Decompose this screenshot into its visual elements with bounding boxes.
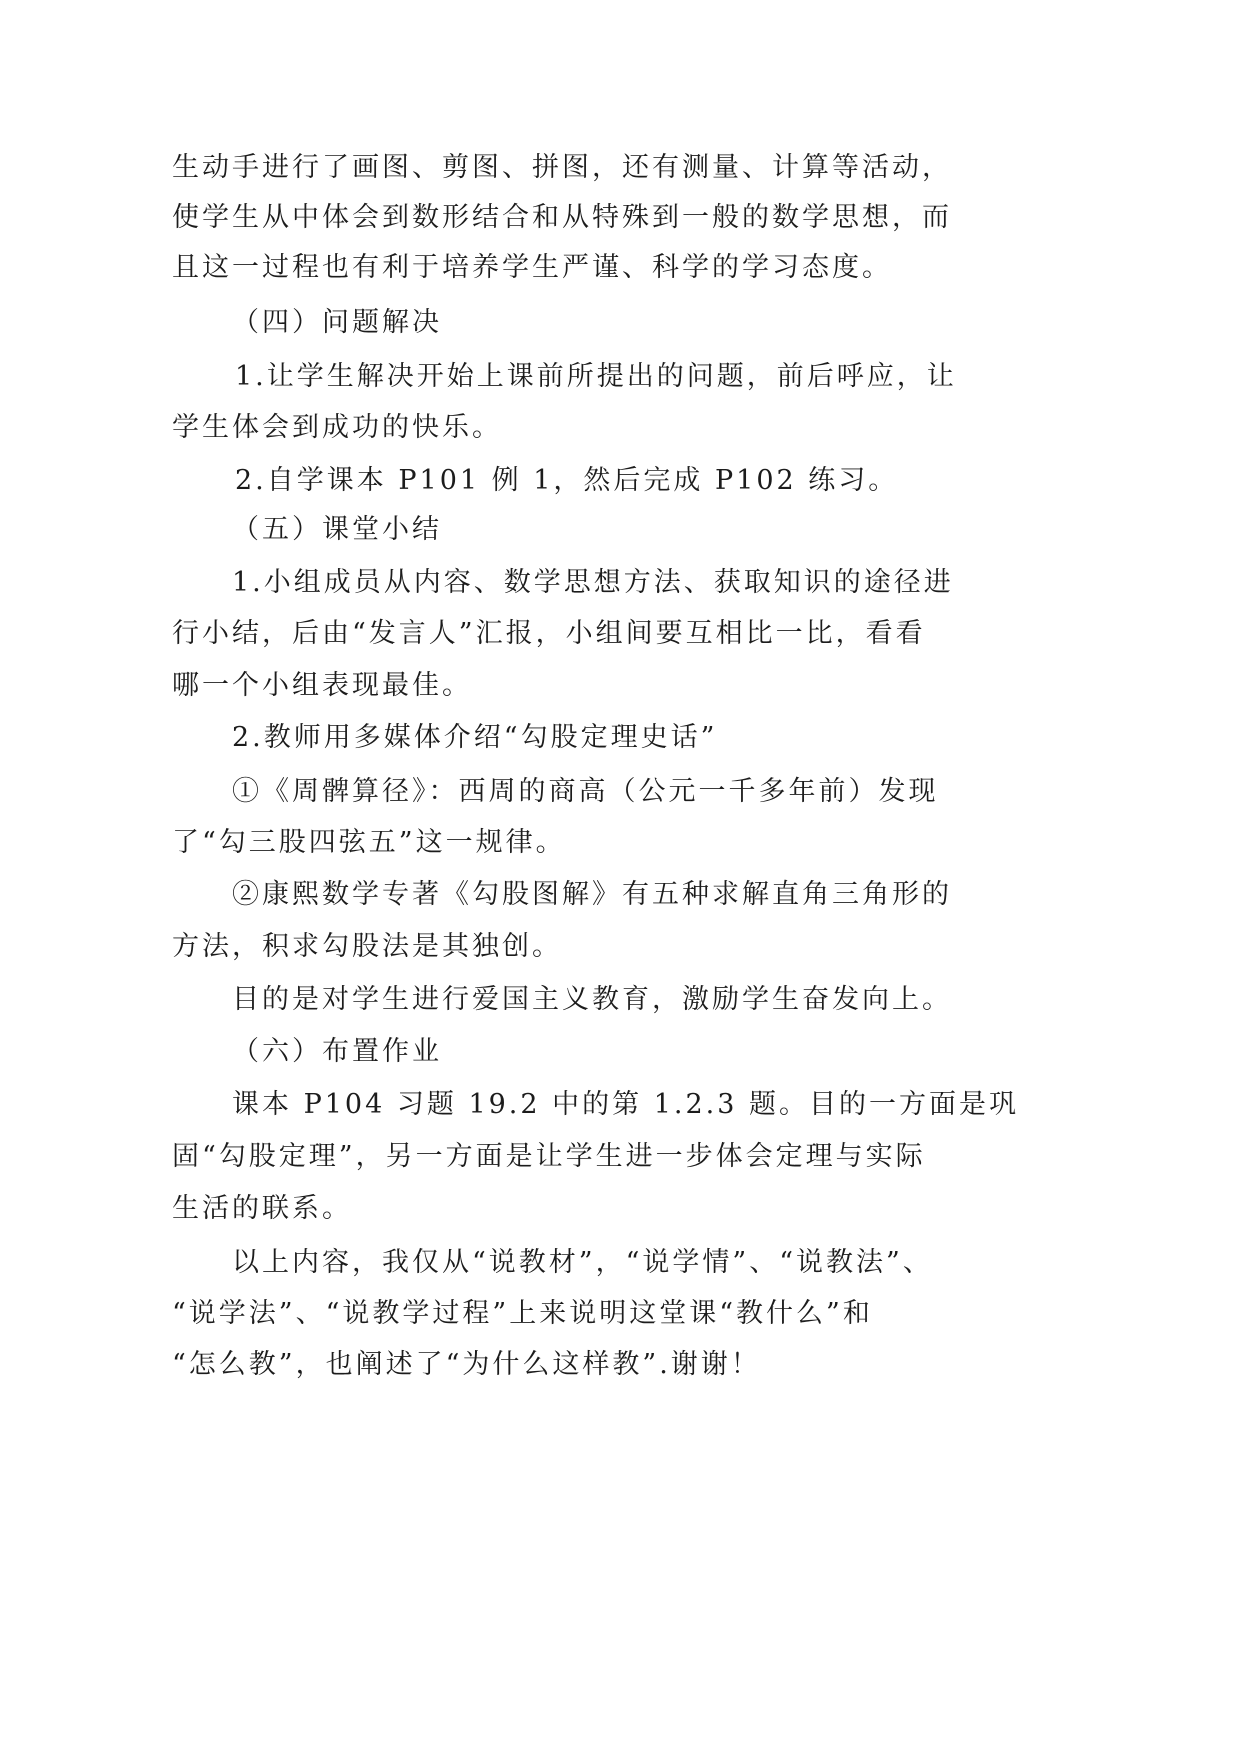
list-item-line: 1.小组成员从内容、数学思想方法、获取知识的途径进 bbox=[232, 567, 954, 598]
body-text-line: 哪一个小组表现最佳。 bbox=[172, 670, 472, 701]
body-text-line: 行小结，后由“发言人”汇报，小组间要互相比一比，看看 bbox=[172, 618, 926, 649]
list-item-line: ①《周髀算径》：西周的商高（公元一千多年前）发现 bbox=[232, 776, 939, 807]
body-text-line: 使学生从中体会到数形结合和从特殊到一般的数学思想，而 bbox=[172, 202, 952, 233]
body-text-line: 生活的联系。 bbox=[172, 1193, 352, 1224]
list-item-line: 2.自学课本 P101 例 1，然后完成 P102 练习。 bbox=[235, 465, 899, 496]
list-item-line: ②康熙数学专著《勾股图解》有五种求解直角三角形的 bbox=[232, 879, 952, 910]
body-text-line: 目的是对学生进行爱国主义教育，激励学生奋发向上。 bbox=[232, 984, 952, 1015]
body-text-line: 生动手进行了画图、剪图、拼图，还有测量、计算等活动， bbox=[172, 152, 952, 183]
section-heading: （五）课堂小结 bbox=[232, 514, 442, 545]
body-text-line: 了“勾三股四弦五”这一规律。 bbox=[172, 827, 566, 858]
body-text-line: 方法，积求勾股法是其独创。 bbox=[172, 931, 562, 962]
section-heading: （四）问题解决 bbox=[232, 307, 442, 338]
body-text-line: 且这一过程也有利于培养学生严谨、科学的学习态度。 bbox=[172, 252, 892, 283]
list-item-line: 2.教师用多媒体介绍“勾股定理史话” bbox=[232, 722, 718, 753]
list-item-line: 1.让学生解决开始上课前所提出的问题，前后呼应，让 bbox=[235, 361, 957, 392]
body-text-line: “怎么教”，也阐述了“为什么这样教”.谢谢！ bbox=[172, 1349, 761, 1380]
body-text-line: “说学法”、“说教学过程”上来说明这堂课“教什么”和 bbox=[172, 1298, 873, 1329]
section-heading: （六）布置作业 bbox=[232, 1036, 442, 1067]
body-text-line: 固“勾股定理”，另一方面是让学生进一步体会定理与实际 bbox=[172, 1141, 926, 1172]
body-text-line: 学生体会到成功的快乐。 bbox=[172, 412, 502, 443]
body-text-line: 课本 P104 习题 19.2 中的第 1.2.3 题。目的一方面是巩 bbox=[232, 1089, 1020, 1120]
body-text-line: 以上内容，我仅从“说教材”，“说学情”、“说教法”、 bbox=[232, 1247, 933, 1278]
